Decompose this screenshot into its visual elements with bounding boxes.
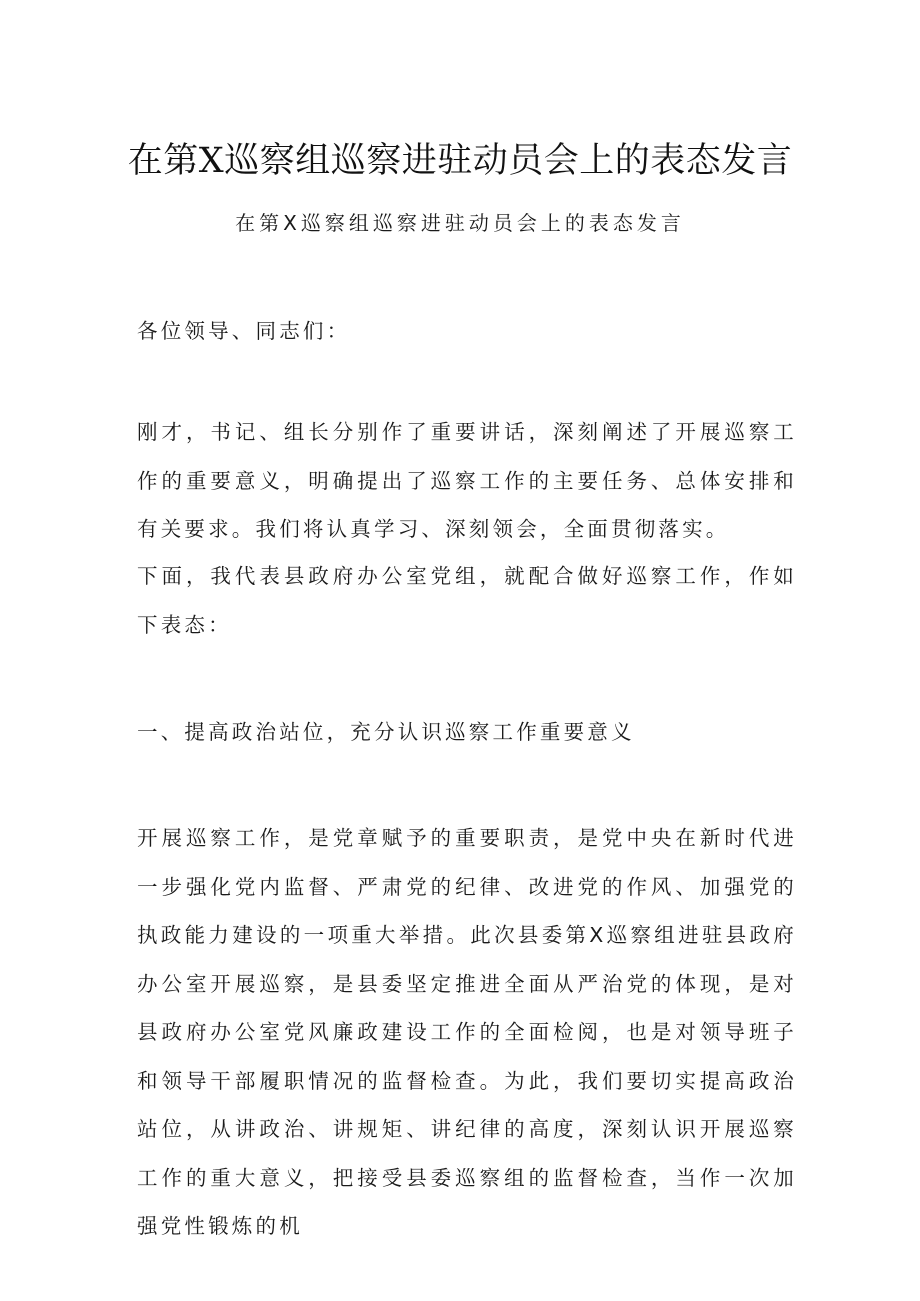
section-heading: 一、提高政治站位，充分认识巡察工作重要意义: [137, 720, 635, 744]
document-title: 在第X巡察组巡察进驻动员会上的表态发言: [127, 141, 793, 181]
paragraph-opening: 刚才，书记、组长分别作了重要讲话，深刻阐述了开展巡察工作的重要意义，明确提出了巡察工作的主要任务、总体安排和有关要求。我们将认真学习、深刻领会，全面贯彻落实。: [137, 420, 797, 541]
salutation: 各位领导、同志们：: [137, 319, 351, 343]
document-subtitle: 在第X巡察组巡察进驻动员会上的表态发言: [235, 211, 685, 235]
paragraph-statement-intro: 下面，我代表县政府办公室党组，就配合做好巡察工作，作如下表态：: [137, 564, 797, 637]
section-paragraph: 开展巡察工作，是党章赋予的重要职责，是党中央在新时代进一步强化党内监督、严肃党的纪律、改进党的作风、加强党的执政能力建设的一项重大举措。此次县委第X巡察组进驻县政府办公室开展巡察，是县委坚定推进全面从严治党的体现，是对县政府办公室党风廉政建设工作的全面检阅，也是对领导班子和领导干部履职情况的监督检查。为此，我们要切实提高政治站位，从讲政治、讲规矩、讲纪律的高度，深刻认识开展巡察工作的重大意义，把接受县委巡察组的监督检查，当作一次加强党性锻炼的机: [137, 826, 797, 1238]
